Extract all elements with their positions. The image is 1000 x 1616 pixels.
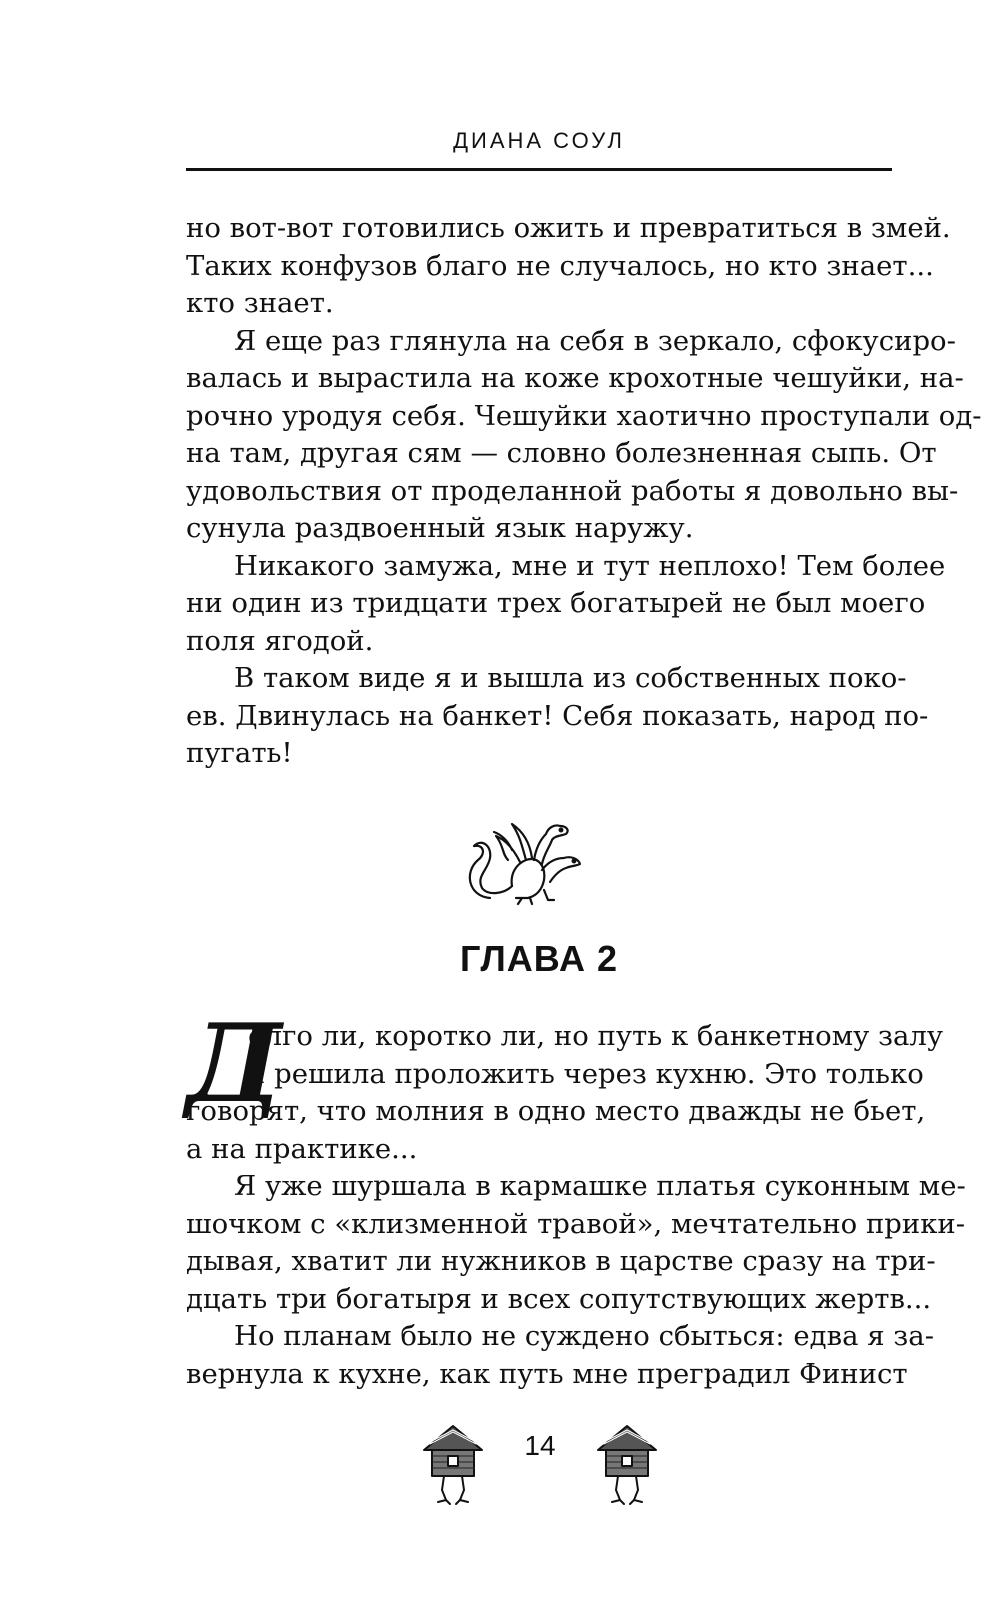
- text-line: олго ли, коротко ли, но путь к банкетному залу: [248, 1020, 944, 1052]
- dragon-ornament-icon: [460, 810, 600, 910]
- running-header-author: ДИАНА СОУЛ: [453, 128, 625, 153]
- text-block-1: [186, 210, 982, 773]
- text-line: валась и вырастила на коже крохотные чешуйки, на-: [186, 362, 964, 394]
- text-line: дывая, хватит ли нужников в царстве сразу на три-: [186, 1245, 936, 1277]
- hut-left-icon: [420, 1420, 486, 1508]
- text-line: рочно уродуя себя. Чешуйки хаотично проступали од-: [186, 399, 982, 432]
- text-line: Таких конфузов благо не случалось, но кто знает...: [186, 249, 934, 282]
- text-line: дцать три богатыря и всех сопутствующих жертв...: [186, 1282, 932, 1315]
- text-line: ев. Двинулась на банкет! Себя показать, народ по-: [186, 699, 929, 732]
- text-line: но вот-вот готовились ожить и превратиться в змей.: [186, 212, 951, 244]
- text-line: говорят, что молния в одно место дважды не бьет,: [186, 1095, 926, 1127]
- page-number: 14: [524, 1430, 556, 1461]
- text-line: ни один из тридцати трех богатырей не был моего: [186, 587, 926, 619]
- hut-right-icon: [594, 1420, 660, 1508]
- text-line: на там, другая сям — словно болезненная сыпь. От: [186, 437, 937, 469]
- header-rule: [186, 168, 892, 171]
- text-line: Но планам было не суждено сбыться: едва я за-: [234, 1320, 934, 1352]
- text-line: В таком виде я и вышла из собственных поко-: [234, 662, 907, 694]
- text-line: сунула раздвоенный язык наружу.: [186, 512, 694, 544]
- text-line: пугать!: [186, 737, 293, 769]
- text-line: Я еще раз глянула на себя в зеркало, сфокусиро-: [234, 324, 956, 357]
- text-line: вернула к кухне, как путь мне преградил Финист: [186, 1357, 908, 1390]
- text-line: Я уже шуршала в кармашке платья суконным ме-: [234, 1170, 966, 1202]
- text-block-2: [186, 1001, 966, 1393]
- text-line: Никакого замужа, мне и тут неплохо! Тем более: [234, 549, 946, 582]
- text-line: удовольствия от проделанной работы я довольно вы-: [186, 474, 959, 507]
- text-line: а на практике...: [186, 1132, 418, 1165]
- text-line: шочком с «клизменной травой», мечтательно прики-: [186, 1207, 966, 1240]
- text-line: я решила проложить через кухню. Это только: [248, 1057, 924, 1090]
- text-line: кто знает.: [186, 287, 334, 319]
- chapter-title: ГЛАВА 2: [460, 938, 618, 979]
- text-line: поля ягодой.: [186, 624, 374, 657]
- drop-cap: Д: [186, 1001, 283, 1127]
